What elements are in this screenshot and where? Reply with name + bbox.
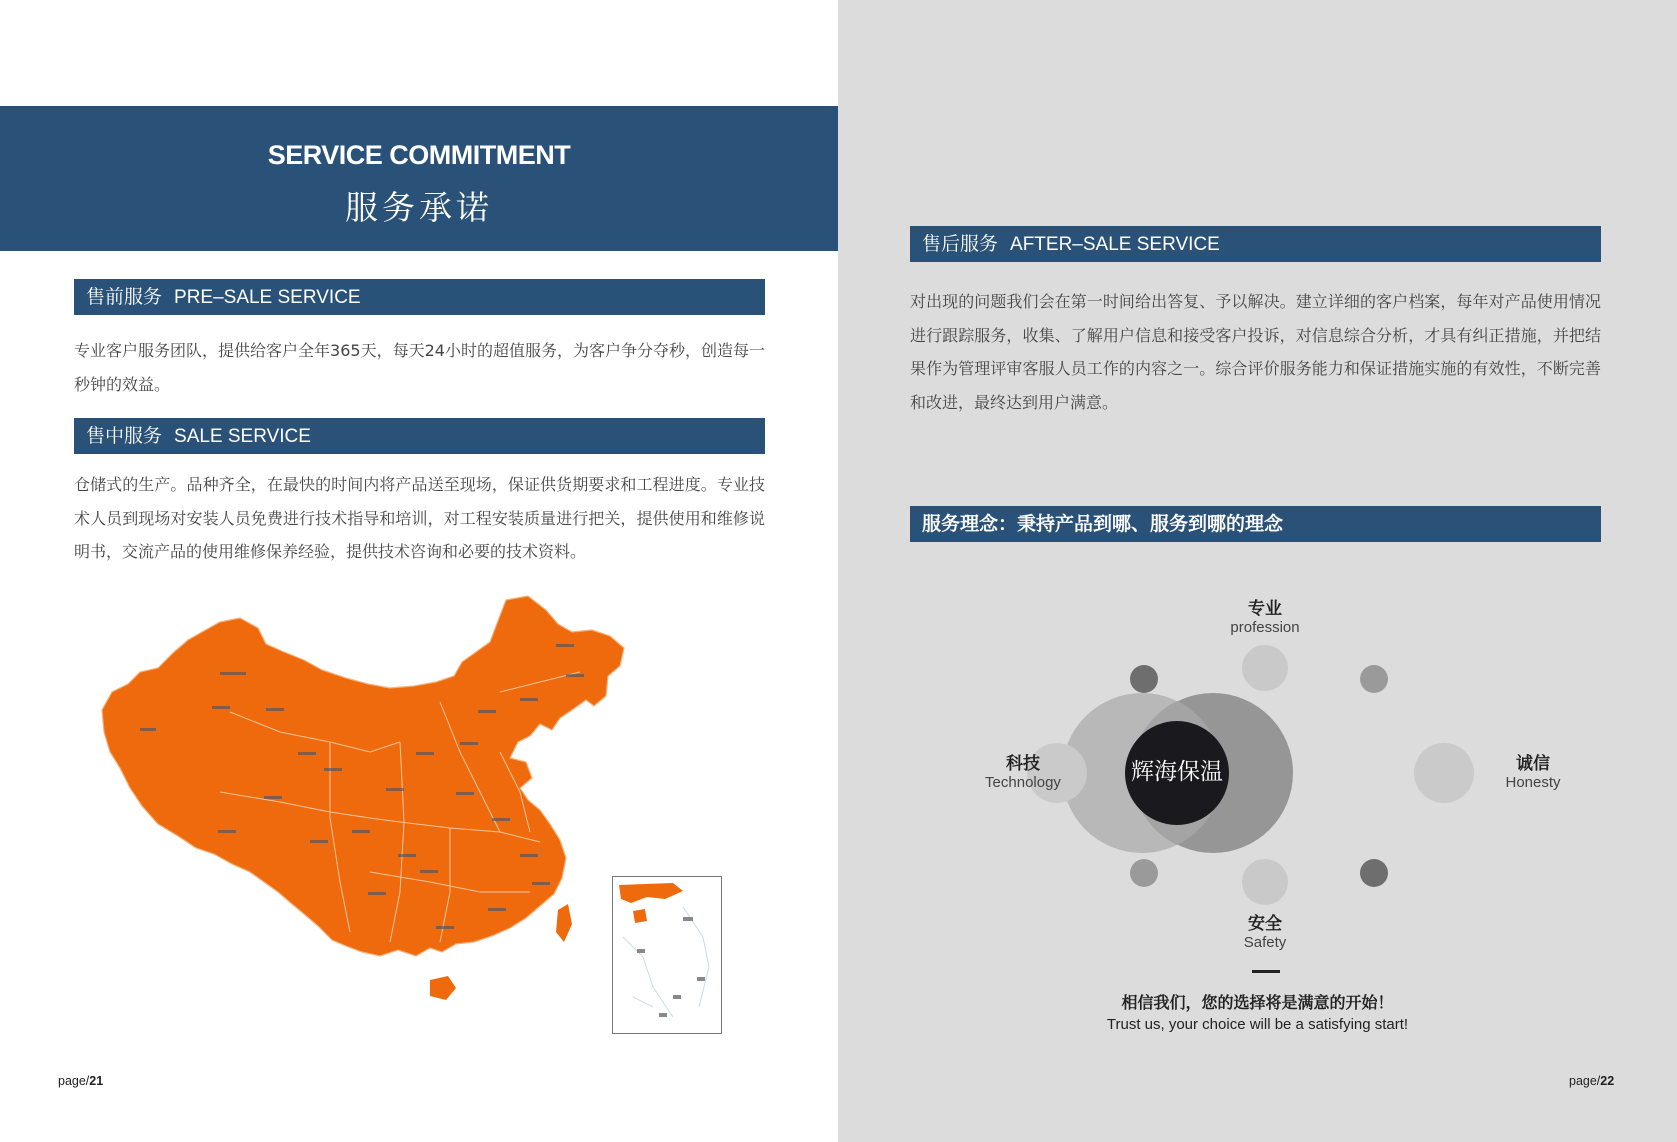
label-profession: [1175, 599, 1355, 637]
dot-bottom-left: [1130, 859, 1158, 887]
values-diagram: [838, 580, 1677, 1000]
technology-en: Technology: [985, 774, 1061, 791]
sale-heading-cn: 售中服务: [86, 425, 163, 447]
slogan-dash: [1252, 970, 1280, 973]
after-sale-heading-cn: 售后服务: [922, 233, 999, 255]
left-page: [0, 0, 838, 1142]
node-right: [1414, 743, 1474, 803]
taiwan-island: [556, 904, 572, 942]
safety-en: Safety: [1243, 934, 1287, 951]
banner-title-en: SERVICE COMMITMENT: [267, 140, 571, 170]
after-sale-heading-en: AFTER–SALE SERVICE: [1010, 234, 1220, 255]
right-page: [838, 0, 1677, 1142]
technology-cn: 科技: [1006, 754, 1040, 774]
pre-sale-text: 专业客户服务团队，提供给客户全年365天，每天24小时的超值服务，为客户争分夺秒，创造每一秒钟的效益。: [74, 341, 765, 394]
profession-en: profession: [1230, 619, 1300, 636]
south-china-sea-inset: [612, 876, 722, 1034]
dot-top-left: [1130, 665, 1158, 693]
philosophy-heading: 服务理念：秉持产品到哪、服务到哪的理念: [910, 506, 1601, 542]
banner-title-cn: 服务承诺: [345, 188, 493, 227]
dot-bottom-right: [1360, 859, 1388, 887]
node-top: [1242, 645, 1288, 691]
page-number-right: [1569, 1074, 1614, 1088]
pre-sale-heading: [74, 279, 765, 315]
label-technology: [958, 754, 1088, 792]
page-prefix: page/: [1569, 1074, 1601, 1088]
label-safety: [1175, 914, 1355, 952]
hainan-island: [430, 976, 456, 1000]
page-number-left: [58, 1074, 103, 1088]
honesty-en: Honesty: [1505, 774, 1561, 791]
after-sale-heading: [910, 226, 1601, 262]
dot-top-right: [1360, 665, 1388, 693]
pre-sale-heading-cn: 售前服务: [86, 286, 163, 308]
label-honesty: [1468, 754, 1598, 792]
title-banner: [0, 106, 838, 251]
center-label: 辉海保温: [1131, 759, 1223, 785]
china-map: [100, 592, 640, 1037]
profession-cn: 专业: [1248, 599, 1282, 619]
honesty-cn: 诚信: [1516, 754, 1550, 774]
page-number-value: 21: [89, 1074, 104, 1088]
pre-sale-heading-en: PRE–SALE SERVICE: [174, 287, 361, 308]
page-number-value: 22: [1600, 1074, 1615, 1088]
china-map-shape: [102, 596, 624, 956]
sale-heading: [74, 418, 765, 454]
sale-heading-en: SALE SERVICE: [174, 426, 311, 447]
node-bottom: [1242, 859, 1288, 905]
sale-text: 仓储式的生产。品种齐全，在最快的时间内将产品送至现场，保证供货期要求和工程进度。专业技术人员到现场对安装人员免费进行技术指导和培训，对工程安装质量进行把关，提供使用和维修说明书，交流产品的使用维修保养经验，提供技术咨询和必要的技术资料。: [74, 475, 765, 561]
safety-cn: 安全: [1248, 914, 1282, 934]
slogan-en: Trust us, your choice will be a satisfying start!: [1106, 1016, 1409, 1033]
slogan-cn: 相信我们，您的选择将是满意的开始！: [1121, 993, 1394, 1012]
after-sale-text: 对出现的问题我们会在第一时间给出答复、予以解决。建立详细的客户档案，每年对产品使用情况进行跟踪服务，收集、了解用户信息和接受客户投诉，对信息综合分析，才具有纠正措施，并把结果作为管理评审客服人员工作的内容之一。综合评价服务能力和保证措施实施的有效性，不断完善和改进，最终达到用户满意。: [910, 292, 1601, 412]
page-prefix: page/: [58, 1074, 90, 1088]
